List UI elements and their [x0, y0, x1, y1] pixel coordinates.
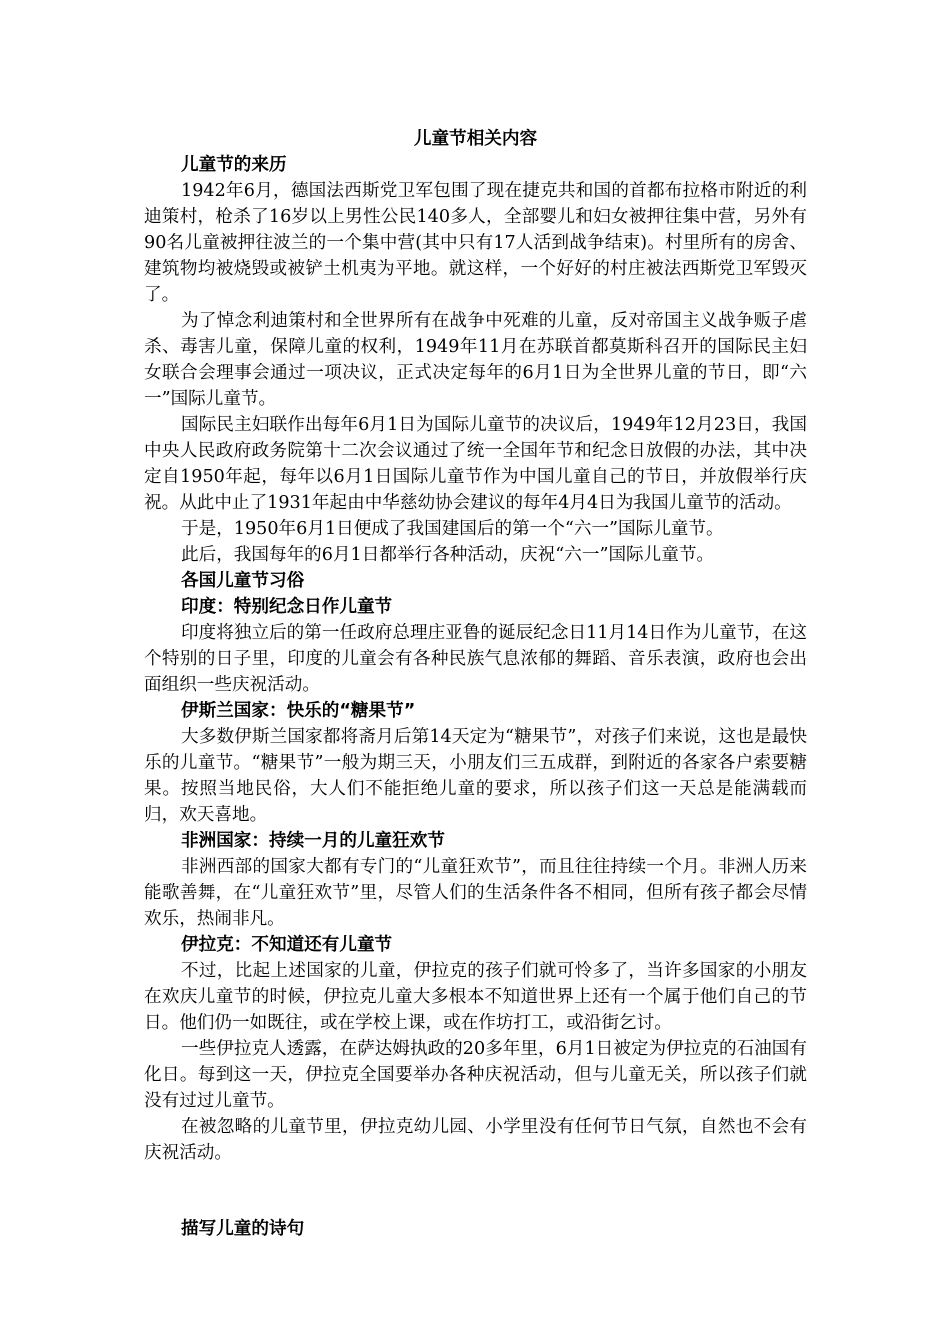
- section-heading-africa: 非洲国家：持续一月的儿童狂欢节: [181, 831, 445, 851]
- paragraph: 于是，1950年6月1日便成了我国建国后的第一个“六一”国际儿童节。: [181, 519, 724, 539]
- paragraph: 非洲西部的国家大都有专门的“儿童狂欢节”，而且往往持续一个月。非洲人历来能歌善舞，在“儿童狂欢节”里，尽管人们的生活条件各不相同，但所有孩子都会尽情欢乐，热闹非凡。: [144, 857, 807, 929]
- section-heading-customs: 各国儿童节习俗: [181, 571, 305, 591]
- paragraph: 1942年6月，德国法西斯党卫军包围了现在捷克共和国的首都布拉格市附近的利迪策村，枪杀了16岁以上男性公民140多人，全部婴儿和妇女被押往集中营，另外有90名儿童被押往波兰的一个集中营(其中只有17人活到战争结束)。村里所有的房舍、建筑物均被烧毁或被铲土机夷为平地。就这样，一个好好的村庄被法西斯党卫军毁灭了。: [144, 181, 807, 305]
- section-heading-islamic: 伊斯兰国家：快乐的“糖果节”: [181, 701, 416, 721]
- paragraph: 此后，我国每年的6月1日都举行各种活动，庆祝“六一”国际儿童节。: [181, 545, 715, 565]
- paragraph: 为了悼念利迪策村和全世界所有在战争中死难的儿童，反对帝国主义战争贩子虐杀、毒害儿童，保障儿童的权利，1949年11月在苏联首都莫斯科召开的国际民主妇女联合会理事会通过一项决议，正式决定每年的6月1日为全世界儿童的节日，即“六一”国际儿童节。: [144, 311, 807, 409]
- paragraph: 国际民主妇联作出每年6月1日为国际儿童节的决议后，1949年12月23日，我国中央人民政府政务院第十二次会议通过了统一全国年节和纪念日放假的办法，其中决定自1950年起，每年以6月1日国际儿童节作为中国儿童自己的节日，并放假举行庆祝。从此中止了1931年起由中华慈幼协会建议的每年4月4日为我国儿童节的活动。: [144, 415, 807, 513]
- section-heading-poems: 描写儿童的诗句: [181, 1219, 305, 1239]
- section-heading-iraq: 伊拉克：不知道还有儿童节: [181, 935, 393, 955]
- paragraph: 在被忽略的儿童节里，伊拉克幼儿园、小学里没有任何节日气氛，自然也不会有庆祝活动。: [144, 1117, 807, 1163]
- paragraph: 一些伊拉克人透露，在萨达姆执政的20多年里，6月1日被定为伊拉克的石油国有化日。每到这一天，伊拉克全国要举办各种庆祝活动，但与儿童无关，所以孩子们就没有过过儿童节。: [144, 1039, 807, 1111]
- section-heading-origin: 儿童节的来历: [181, 155, 287, 175]
- paragraph: 印度将独立后的第一任政府总理庄亚鲁的诞辰纪念日11月14日作为儿童节，在这个特别的日子里，印度的儿童会有各种民族气息浓郁的舞蹈、音乐表演，政府也会出面组织一些庆祝活动。: [144, 623, 807, 695]
- spacer: [144, 1166, 807, 1216]
- section-heading-india: 印度：特别纪念日作儿童节: [181, 597, 393, 617]
- paragraph: 不过，比起上述国家的儿童，伊拉克的孩子们就可怜多了，当许多国家的小朋友在欢庆儿童节的时候，伊拉克儿童大多根本不知道世界上还有一个属于他们自己的节日。他们仍一如既往，或在学校上课，或在作坊打工，或沿街乞讨。: [144, 961, 807, 1033]
- document-page: [144, 122, 807, 1242]
- document-title: 儿童节相关内容: [413, 129, 538, 149]
- paragraph: 大多数伊斯兰国家都将斋月后第14天定为“糖果节”，对孩子们来说，这也是最快乐的儿童节。“糖果节”一般为期三天，小朋友们三五成群，到附近的各家各户索要糖果。按照当地民俗，大人们不能拒绝儿童的要求，所以孩子们这一天总是能满载而归，欢天喜地。: [144, 727, 807, 825]
